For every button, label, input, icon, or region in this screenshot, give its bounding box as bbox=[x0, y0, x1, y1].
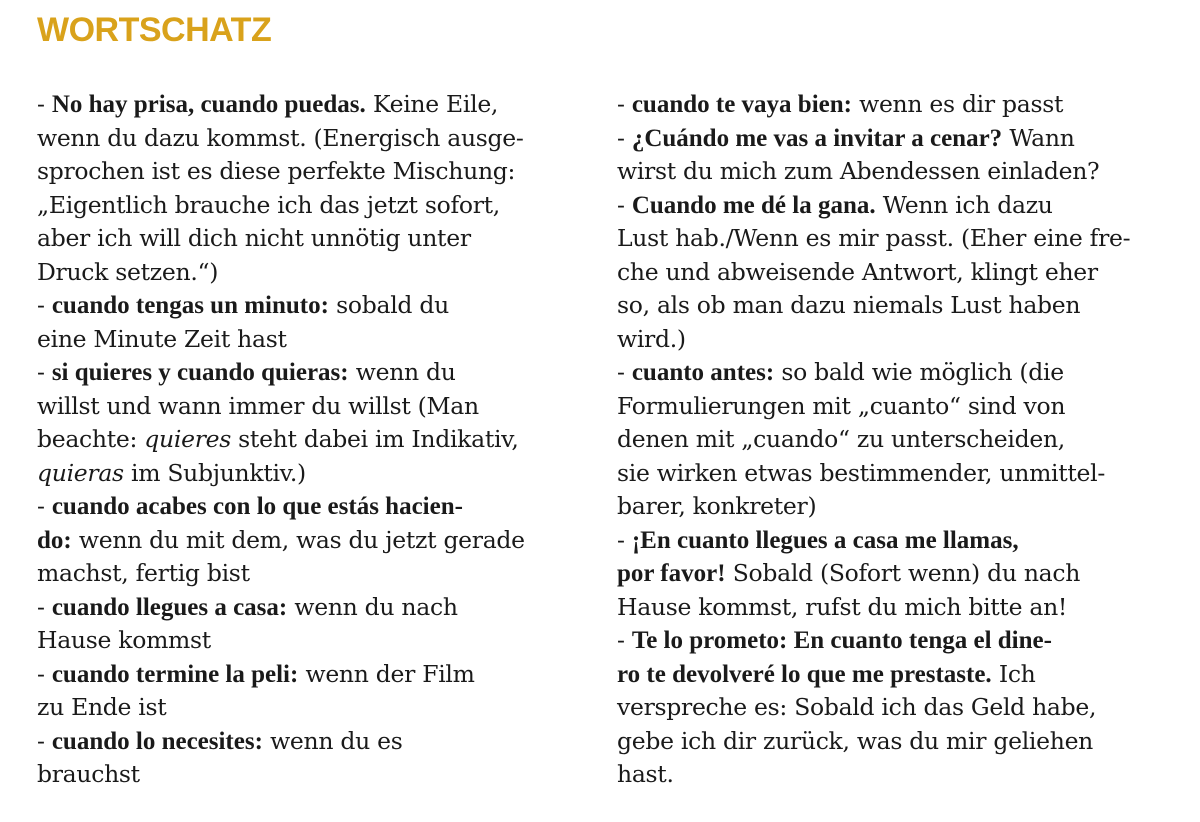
text-segment: „Eigentlich brauche ich das jetzt sofort, bbox=[37, 190, 500, 219]
spanish-phrase: cuando te vaya bien: bbox=[631, 91, 852, 118]
text-line bbox=[37, 155, 587, 189]
spanish-phrase: ¡En cuanto llegues a casa me llamas, bbox=[631, 526, 1019, 554]
text-segment: - bbox=[37, 358, 52, 386]
text-line bbox=[37, 658, 587, 692]
text-line bbox=[617, 155, 1172, 189]
text-segment: so bald wie möglich (die bbox=[774, 358, 1064, 386]
text-line bbox=[617, 725, 1172, 759]
text-segment: Formulierungen mit „cuanto“ sind von bbox=[617, 391, 1066, 420]
text-line bbox=[617, 323, 1172, 357]
text-line bbox=[37, 122, 587, 156]
text-segment: zu Ende ist bbox=[37, 693, 167, 721]
text-line bbox=[37, 524, 587, 558]
text-segment: - bbox=[617, 626, 632, 654]
section-heading: WORTSCHATZ bbox=[37, 11, 272, 49]
text-line bbox=[37, 222, 587, 256]
spanish-phrase: Te lo prometo: En cuanto tenga el dine- bbox=[631, 627, 1052, 654]
text-segment: - bbox=[617, 190, 632, 219]
spanish-phrase: cuando termine la peli: bbox=[51, 660, 299, 688]
spanish-phrase: si quieres y cuando quieras: bbox=[51, 359, 349, 386]
spanish-phrase: cuando acabes con lo que estás hacien- bbox=[51, 493, 463, 520]
text-segment: sobald du bbox=[328, 291, 449, 319]
text-segment: Wenn ich dazu bbox=[875, 190, 1053, 219]
text-line bbox=[37, 691, 587, 725]
italic-term: quieras bbox=[37, 458, 124, 487]
text-segment: - bbox=[37, 90, 52, 118]
text-segment: wenn du mit dem, was du jetzt gerade bbox=[71, 525, 525, 554]
text-segment: wirst du mich zum Abendessen einladen? bbox=[617, 157, 1100, 185]
text-segment: steht dabei im Indikativ, bbox=[231, 425, 519, 453]
text-line bbox=[37, 624, 587, 658]
text-segment: im Subjunktiv.) bbox=[123, 458, 306, 487]
spanish-phrase: cuando tengas un minuto: bbox=[51, 292, 329, 319]
text-segment: - bbox=[37, 659, 52, 688]
text-segment: - bbox=[617, 90, 632, 118]
text-segment: eine Minute Zeit hast bbox=[37, 324, 287, 353]
vocabulary-column-left bbox=[37, 88, 587, 792]
text-line bbox=[617, 122, 1172, 156]
text-line bbox=[617, 758, 1172, 792]
text-segment: beachte: bbox=[37, 425, 145, 453]
spanish-phrase: cuanto antes: bbox=[631, 359, 775, 386]
text-line bbox=[617, 289, 1172, 323]
text-line bbox=[37, 557, 587, 591]
text-segment: Lust hab./Wenn es mir passt. (Eher eine fre- bbox=[617, 224, 1131, 252]
text-segment: - bbox=[617, 525, 632, 554]
text-line bbox=[37, 323, 587, 357]
text-line bbox=[37, 758, 587, 792]
text-line bbox=[37, 457, 587, 491]
text-line bbox=[37, 256, 587, 290]
text-segment: wird.) bbox=[617, 324, 686, 353]
spanish-phrase: cuando llegues a casa: bbox=[51, 593, 288, 621]
text-line bbox=[37, 591, 587, 625]
text-segment: - bbox=[37, 726, 52, 755]
text-line bbox=[37, 390, 587, 424]
text-segment: aber ich will dich nicht unnötig unter bbox=[37, 224, 471, 252]
spanish-phrase: No hay prisa, cuando puedas. bbox=[51, 91, 366, 118]
text-segment: wenn du nach bbox=[287, 592, 458, 621]
spanish-phrase: por favor! bbox=[617, 560, 726, 587]
text-line bbox=[37, 356, 587, 390]
text-segment: wenn du es bbox=[262, 726, 403, 755]
text-line bbox=[617, 88, 1172, 122]
text-line bbox=[37, 490, 587, 524]
text-line bbox=[617, 624, 1172, 658]
text-segment: Ich bbox=[991, 659, 1036, 688]
text-line bbox=[37, 189, 587, 223]
text-segment: - bbox=[617, 123, 632, 152]
text-line bbox=[37, 725, 587, 759]
spanish-phrase: do: bbox=[37, 526, 72, 554]
text-segment: - bbox=[37, 492, 52, 520]
vocabulary-column-right bbox=[617, 88, 1172, 792]
text-segment: wenn du dazu kommst. (Energisch ausge- bbox=[37, 123, 524, 152]
text-segment: hast. bbox=[617, 760, 674, 788]
text-line bbox=[617, 457, 1172, 491]
text-segment: che und abweisende Antwort, klingt eher bbox=[617, 257, 1098, 286]
text-segment: sie wirken etwas bestimmender, unmittel- bbox=[617, 458, 1106, 487]
text-segment: Wann bbox=[1002, 123, 1075, 152]
text-segment: Keine Eile, bbox=[365, 90, 499, 118]
text-segment: machst, fertig bist bbox=[37, 559, 250, 587]
text-segment: Sobald (Sofort wenn) du nach bbox=[725, 559, 1081, 587]
text-line bbox=[617, 591, 1172, 625]
spanish-phrase: ro te devolveré lo que me prestaste. bbox=[617, 660, 992, 688]
text-segment: brauchst bbox=[37, 760, 140, 788]
text-segment: barer, konkreter) bbox=[617, 492, 817, 520]
text-line bbox=[617, 189, 1172, 223]
text-segment: - bbox=[37, 592, 52, 621]
spanish-phrase: ¿Cuándo me vas a invitar a cenar? bbox=[631, 124, 1003, 152]
text-segment: wenn es dir passt bbox=[851, 90, 1064, 118]
text-segment: wenn du bbox=[348, 358, 456, 386]
text-line bbox=[617, 524, 1172, 558]
text-segment: verspreche es: Sobald ich das Geld habe, bbox=[617, 693, 1097, 721]
spanish-phrase: Cuando me dé la gana. bbox=[631, 191, 876, 219]
text-segment: - bbox=[617, 358, 632, 386]
text-segment: denen mit „cuando“ zu unterscheiden, bbox=[617, 425, 1065, 453]
text-line bbox=[37, 289, 587, 323]
text-line bbox=[37, 423, 587, 457]
text-line bbox=[37, 88, 587, 122]
text-line bbox=[617, 256, 1172, 290]
text-segment: Hause kommst bbox=[37, 626, 211, 654]
text-segment: Hause kommst, rufst du mich bitte an! bbox=[617, 592, 1068, 621]
text-segment: willst und wann immer du willst (Man bbox=[37, 391, 479, 420]
text-line bbox=[617, 222, 1172, 256]
text-segment: gebe ich dir zurück, was du mir geliehen bbox=[617, 726, 1094, 755]
text-line bbox=[617, 423, 1172, 457]
text-line bbox=[617, 490, 1172, 524]
text-line bbox=[617, 356, 1172, 390]
text-segment: so, als ob man dazu niemals Lust haben bbox=[617, 291, 1081, 319]
text-line bbox=[617, 658, 1172, 692]
text-segment: sprochen ist es diese perfekte Mischung: bbox=[37, 157, 516, 185]
spanish-phrase: cuando lo necesites: bbox=[51, 727, 263, 755]
text-segment: - bbox=[37, 291, 52, 319]
text-line bbox=[617, 691, 1172, 725]
italic-term: quieres bbox=[144, 425, 231, 453]
text-segment: Druck setzen.“) bbox=[37, 257, 219, 286]
text-line bbox=[617, 390, 1172, 424]
text-segment: wenn der Film bbox=[298, 659, 475, 688]
text-line bbox=[617, 557, 1172, 591]
